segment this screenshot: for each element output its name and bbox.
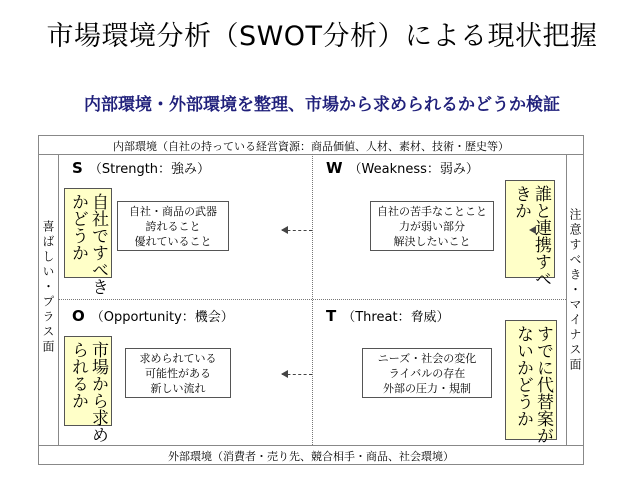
page-title: 市場環境分析（SWOT分析）による現状把握 — [46, 21, 598, 52]
internal-environment-label: 内部環境（自社の持っている経営資源：商品価値、人材、素材、技術・歴史等） — [113, 140, 509, 153]
opportunity-letter: O — [72, 307, 85, 325]
strength-callout — [64, 188, 112, 295]
weakness-heading — [326, 158, 479, 177]
weakness-callout-text: 誰と連携すべ きか — [511, 185, 551, 287]
opportunity-callout — [64, 336, 112, 443]
strength-letter: S — [72, 159, 83, 177]
external-environment-label: 外部環境（消費者・売り先、競合相手・商品、社会環境） — [168, 450, 454, 463]
threat-heading — [326, 306, 450, 325]
positive-side-label: 喜ばしい・プラス面 — [41, 220, 55, 355]
strength-callout-text: 自社ですべき かどうか — [68, 193, 108, 295]
opportunity-callout-text: 市場から求め られるか — [68, 341, 108, 443]
bottom-band-divider — [38, 445, 584, 446]
negative-side-label: 注意すべき・マイナス面 — [568, 208, 582, 373]
weakness-box: 自社の苦手なことこと 力が弱い部分 解決したいこと — [370, 201, 494, 251]
strength-heading — [72, 158, 210, 177]
page-subtitle: 内部環境・外部環境を整理、市場から求められるかどうか検証 — [84, 95, 560, 115]
threat-callout-text: すでに代替案が ないかどうか — [513, 325, 553, 444]
threat-letter: T — [326, 307, 337, 325]
top-band-divider — [38, 154, 584, 155]
strength-label: （Strength：強み） — [88, 162, 211, 177]
opportunity-arrow — [282, 374, 312, 375]
threat-label: （Threat：脅威） — [342, 310, 450, 325]
vertical-axis — [312, 154, 313, 445]
opportunity-label: （Opportunity：機会） — [90, 310, 234, 325]
weakness-label: （Weakness：弱み） — [348, 162, 479, 177]
opportunity-heading — [72, 306, 234, 325]
weakness-letter: W — [326, 159, 343, 177]
threat-callout — [505, 320, 557, 444]
threat-box: ニーズ・社会の変化 ライバルの存在 外部の圧力・規制 — [362, 348, 492, 398]
strength-box: 自社・商品の武器 誇れること 優れていること — [117, 201, 229, 251]
strength-arrow — [282, 230, 312, 231]
opportunity-box: 求められている 可能性がある 新しい流れ — [125, 348, 231, 398]
swot-frame — [38, 135, 584, 465]
